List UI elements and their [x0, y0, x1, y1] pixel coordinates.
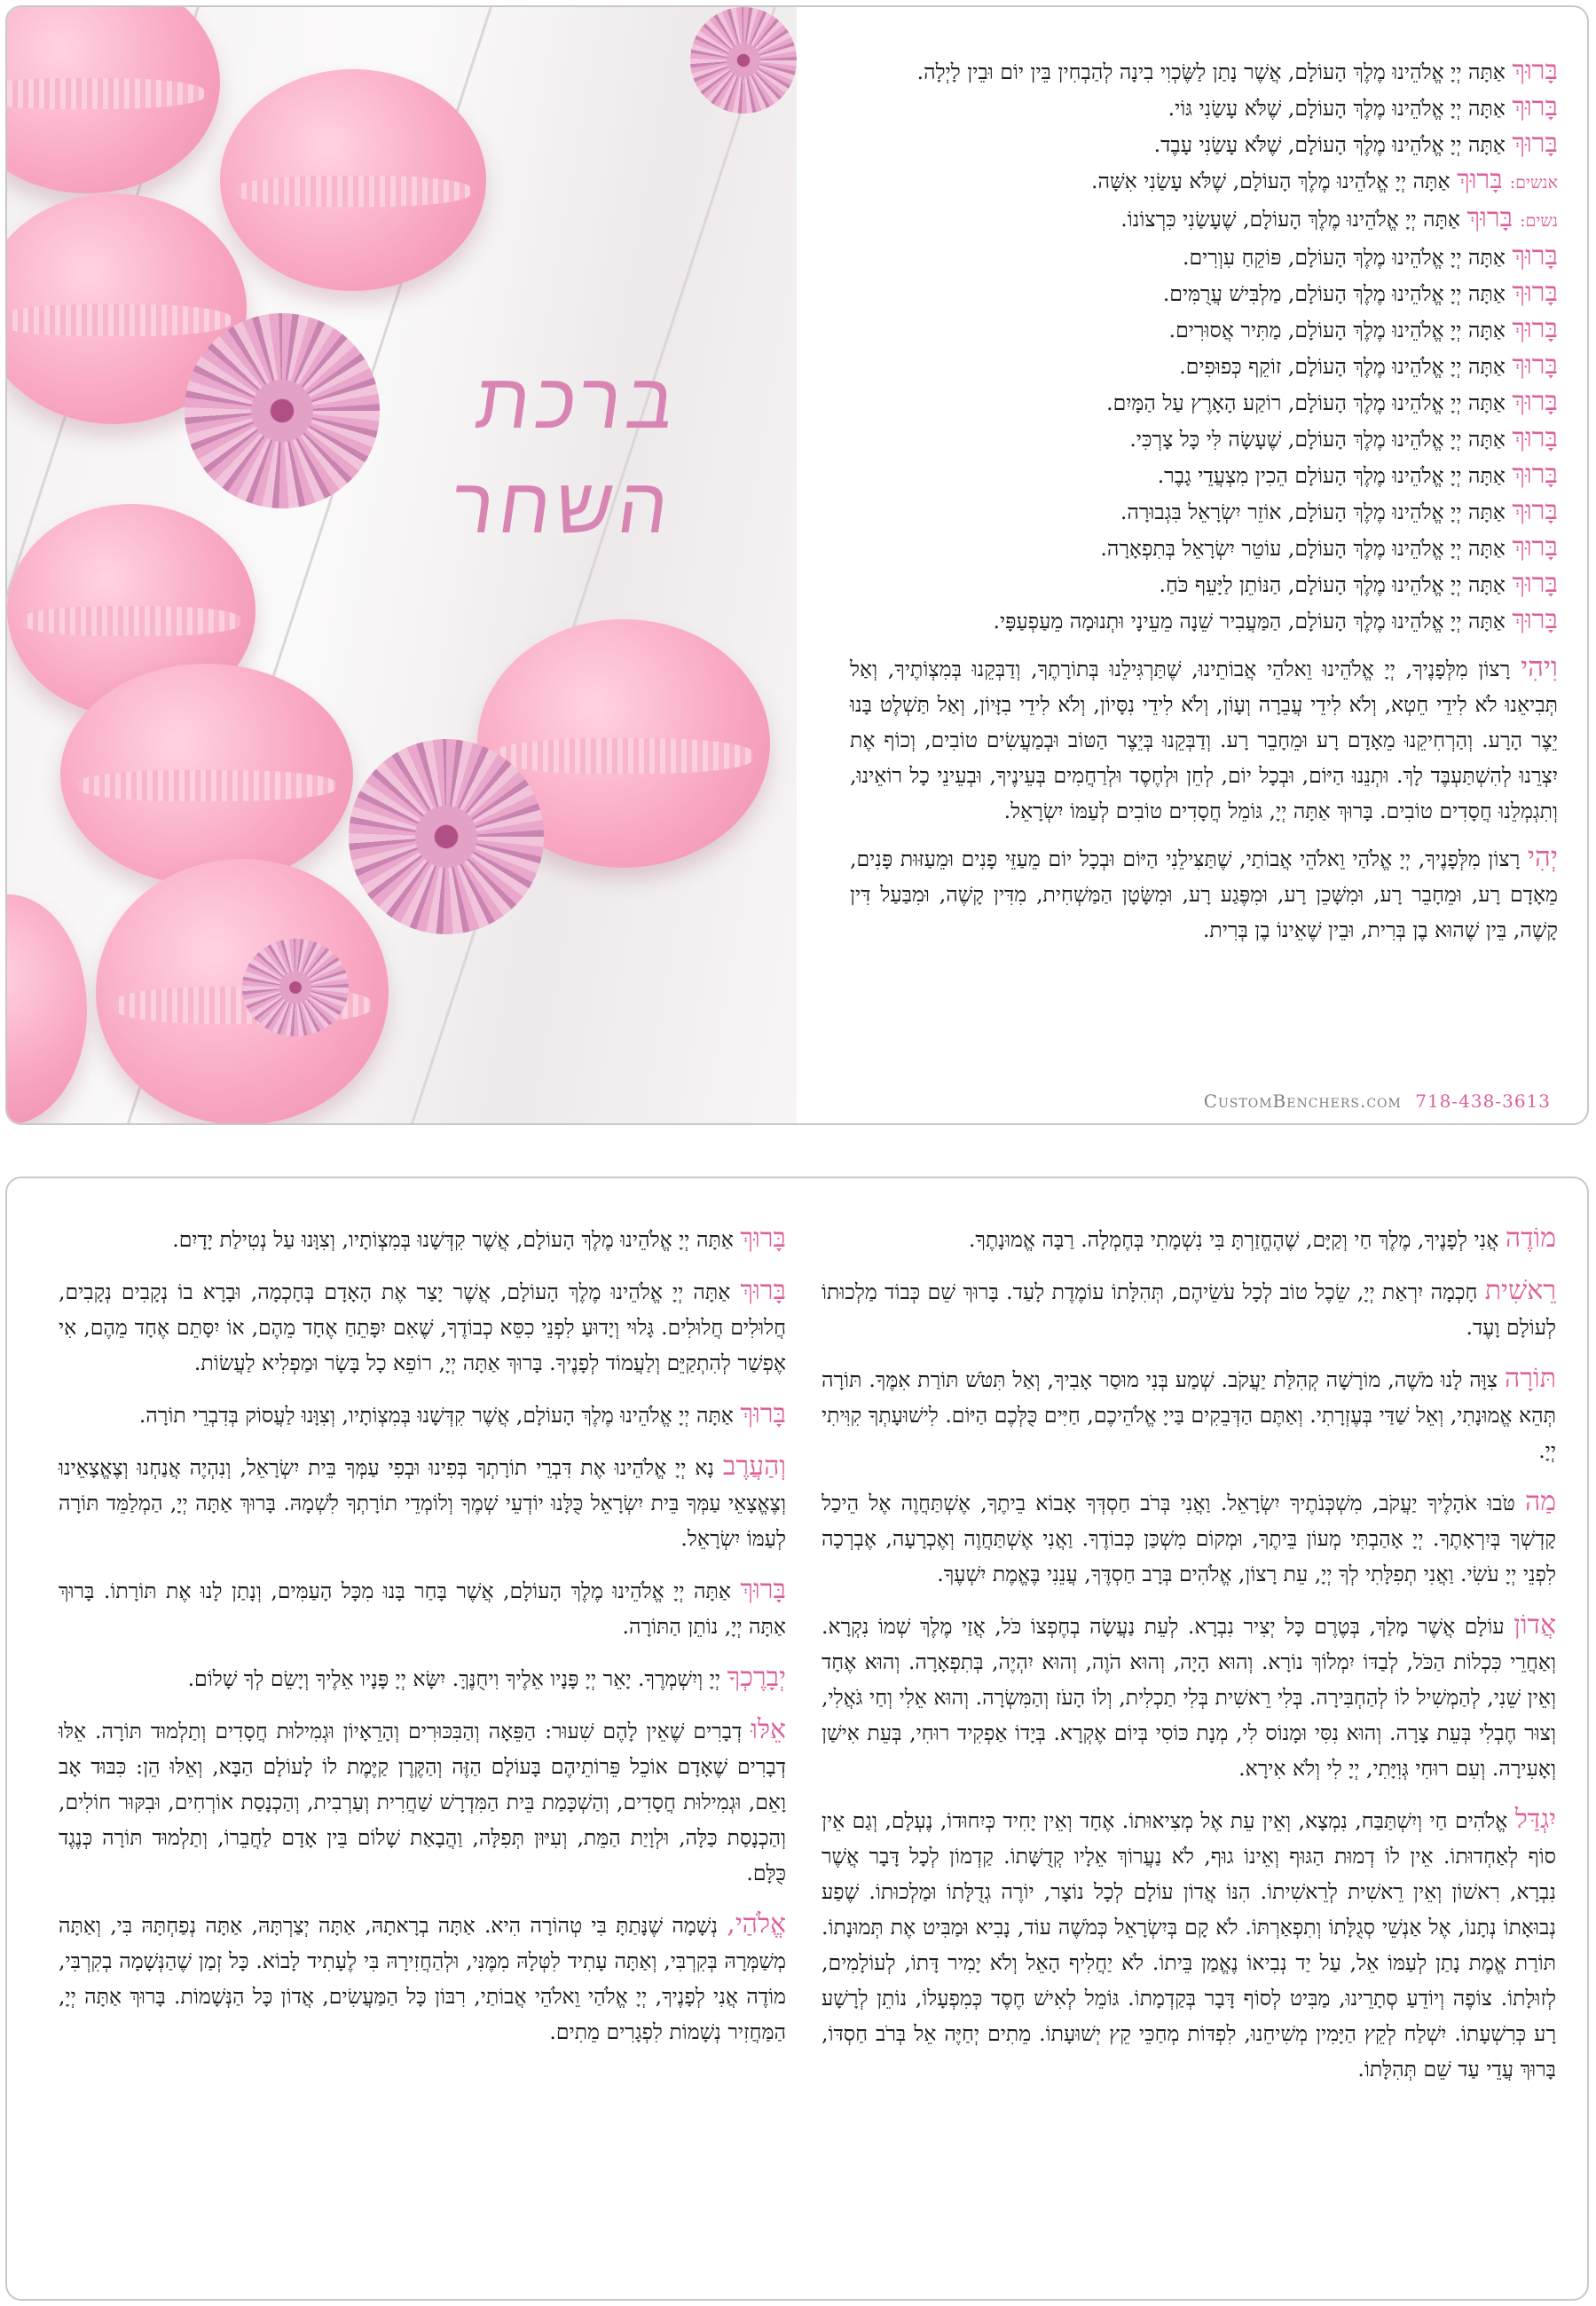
flower-image	[242, 939, 349, 1036]
blessing-line	[850, 90, 1558, 126]
prayer-paragraph	[822, 1608, 1556, 1786]
prayer-paragraph	[59, 1397, 786, 1433]
blessing-line	[850, 348, 1558, 384]
blessing-text: אַתָּה יְיָ אֱלֹהֵינוּ מֶלֶךְ הָעוֹלָם, פּוֹקֵחַ עִוְרִים.	[1183, 245, 1506, 270]
paragraph-text: אֲנִי לְפָנֶיךָ, מֶלֶךְ חַי וְקַיָּם, שֶׁהֶחֱזַרְתָּ בִּי נִשְׁמָתִי בְּחֶמְלָה. רַבָּה אֱמוּנָתֶךָ.	[968, 1227, 1499, 1252]
blessing-text: אַתָּה יְיָ אֱלֹהֵינוּ מֶלֶךְ הָעוֹלָם, רוֹקַע הָאָרֶץ עַל הַמָּיִם.	[1106, 390, 1506, 415]
keyword: אֲדוֹן	[1513, 1609, 1556, 1641]
keyword: בָּרוּךְ	[1512, 277, 1558, 308]
prayer-paragraph	[59, 1273, 786, 1381]
blessing-line	[850, 239, 1558, 275]
macaron-image	[7, 894, 87, 1123]
macarons-photo	[7, 7, 797, 1123]
blessing-line	[850, 53, 1558, 90]
macaron-image	[60, 664, 353, 885]
keyword: יְהִי	[1527, 841, 1558, 873]
paragraph-text: צִוָּה לָנוּ מֹשֶׁה, מוֹרָשָׁה קְהִלַּת יַעֲקֹב. שְׁמַע בְּנִי מוּסַר אָבִיךָ, וְאַל תִּטֹּשׁ תּוֹרַת אִמֶּךָ. תּוֹרָה תְּהֵא אֱמוּנָתִי, וְאֵל שַׁדַּי בְּעֶזְרָתִי. וְאַתֶּם הַדְּבֵקִים בַּייָ אֱלֹהֵיכֶם, חַיִּים כֻּלְּכֶם הַיּוֹם. לִישׁוּעָתְךָ קִוִּיתִי יְיָ.	[822, 1367, 1556, 1463]
keyword: בָּרוּךְ	[1512, 91, 1558, 122]
blessing-line	[850, 275, 1558, 311]
blessing-text: אַתָּה יְיָ אֱלֹהֵינוּ מֶלֶךְ הָעוֹלָם, עוֹטֵר יִשְׂרָאֵל בְּתִפְאָרָה.	[1100, 536, 1506, 561]
title-line: ברכת	[470, 355, 686, 446]
macaron-image	[7, 7, 220, 193]
prayer-paragraph	[59, 1449, 786, 1556]
page-title	[409, 349, 731, 558]
paragraph-text: נְשָׁמָה שֶׁנָּתַתָּ בִּי טְהוֹרָה הִיא. אַתָּה בְרָאתָהּ, אַתָּה יְצַרְתָּהּ, אַתָּה נְפַחְתָּהּ בִּי, וְאַתָּה מְשַׁמְּרָהּ בְּקִרְבִּי, וְאַתָּה עָתִיד לִטְּלָהּ מִמֶּנִּי, וּלְהַחֲזִירָהּ בִּי לֶעָתִיד לָבוֹא. כָּל זְמַן שֶׁהַנְּשָׁמָה בְקִרְבִּי, מוֹדֶה אֲנִי לְפָנֶיךָ, יְיָ אֱלֹהַי וֵאלֹהֵי אֲבוֹתַי, רִבּוֹן כָּל הַמַּעֲשִׂים, אֲדוֹן כָּל הַנְּשָׁמוֹת. בָּרוּךְ אַתָּה יְיָ, הַמַּחֲזִיר נְשָׁמוֹת לִפְגָרִים מֵתִים.	[59, 1913, 786, 2044]
flower-image	[349, 739, 544, 934]
top-card	[5, 5, 1589, 1125]
paragraph-text: יְיָ וְיִשְׁמְרֶךָ. יָאֵר יְיָ פָּנָיו אֵלֶיךָ וִיחֻנֶּךָּ. יִשָּׂא יְיָ פָּנָיו אֵלֶיךָ וְיָשֵׂם לְךָ שָׁלוֹם.	[187, 1666, 721, 1691]
paragraph-text: דְבָרִים שֶׁאֵין לָהֶם שִׁעוּר: הַפֵּאָה וְהַבִּכּוּרִים וְהָרֵאָיוֹן וּגְמִילוּת חֲסָדִים וְתַלְמוּד תּוֹרָה. אֵלּוּ דְבָרִים שֶׁאָדָם אוֹכֵל פֵּרוֹתֵיהֶם בָּעוֹלָם הַזֶּה וְהַקֶּרֶן קַיֶּמֶת לוֹ לָעוֹלָם הַבָּא, וְאֵלּוּ הֵן: כִּבּוּד אָב וָאֵם, וּגְמִילוּת חֲסָדִים, וְהַשְׁכָּמַת בֵּית הַמִּדְרָשׁ שַׁחֲרִית וְעַרְבִית, וְהַכְנָסַת אוֹרְחִים, וּבִקּוּר חוֹלִים, וְהַכְנָסַת כַּלָּה, וּלְוָיַת הַמֵּת, וְעִיּוּן תְּפִלָּה, וַהֲבָאַת שָׁלוֹם בֵּין אָדָם לַחֲבֵרוֹ, וְתַלְמוּד תּוֹרָה כְּנֶגֶד כֻּלָּם.	[59, 1719, 786, 1885]
keyword: וִיהִי	[1520, 651, 1558, 683]
left-column	[59, 1221, 786, 2066]
keyword: מוֹדֶה	[1505, 1223, 1556, 1254]
keyword: בָּרוּךְ	[1512, 459, 1558, 490]
blessing-prefix: נשים:	[1520, 211, 1558, 231]
keyword: בָּרוּךְ	[1512, 350, 1558, 381]
blessing-text: אַתָּה יְיָ אֱלֹהֵינוּ מֶלֶךְ הָעוֹלָם, הַנּוֹתֵן לַיָּעֵף כֹּחַ.	[1159, 572, 1506, 597]
keyword: בָּרוּךְ	[1512, 531, 1558, 563]
blessing-text: אַתָּה יְיָ אֱלֹהֵינוּ מֶלֶךְ הָעוֹלָם, זוֹקֵף כְּפוּפִים.	[1179, 354, 1506, 379]
blessing-line	[850, 493, 1558, 530]
keyword: יְבָרֶכְךָ	[727, 1662, 786, 1693]
keyword: רֵאשִׁית	[1484, 1275, 1556, 1306]
right-column	[822, 1221, 1556, 2103]
flower-image	[185, 313, 380, 508]
keyword: בָּרוּךְ	[1512, 128, 1558, 159]
keyword: בָּרוּךְ	[740, 1398, 786, 1429]
keyword: בָּרוּךְ	[1512, 240, 1558, 272]
prayer-paragraph	[59, 1907, 786, 2050]
blessing-line	[850, 566, 1558, 602]
paragraph-text: עוֹלָם אֲשֶׁר מָלַךְ, בְּטֶרֶם כָּל יְצִיר נִבְרָא. לְעֵת נַעֲשָׂה בְחֶפְצוֹ כֹּל, אֲזַי מֶלֶךְ שְׁמוֹ נִקְרָא. וְאַחֲרֵי כִּכְלוֹת הַכֹּל, לְבַדּוֹ יִמְלוֹךְ נוֹרָא. וְהוּא הָיָה, וְהוּא הֹוֶה, וְהוּא יִהְיֶה, בְּתִפְאָרָה. וְהוּא אֶחָד וְאֵין שֵׁנִי, לְהַמְשִׁיל לוֹ לְהַחְבִּירָה. בְּלִי רֵאשִׁית בְּלִי תַכְלִית, וְלוֹ הָעֹז וְהַמִּשְׂרָה. וְהוּא אֵלִי וְחַי גֹּאֲלִי, וְצוּר חֶבְלִי בְּעֵת צָרָה. וְהוּא נִסִּי וּמָנוֹס לִי, מְנָת כּוֹסִי בְּיוֹם אֶקְרָא. בְּיָדוֹ אַפְקִיד רוּחִי, בְּעֵת אִישַׁן וְאָעִירָה. וְעִם רוּחִי גְּוִיָּתִי, יְיָ לִי וְלֹא אִירָא.	[822, 1614, 1556, 1781]
blessing-line	[850, 162, 1558, 201]
keyword: בָּרוּךְ	[1512, 495, 1558, 526]
blessing-line	[850, 201, 1558, 239]
keyword: בָּרוּךְ	[1512, 568, 1558, 599]
keyword: בָּרוּךְ	[1512, 422, 1558, 453]
prayer-paragraph	[59, 1712, 786, 1891]
keyword: תּוֹרָה	[1505, 1363, 1556, 1394]
blessing-line	[850, 384, 1558, 421]
blessing-line	[850, 311, 1558, 348]
paragraph-text: חָכְמָה יִרְאַת יְיָ, שֵׂכֶל טוֹב לְכָל עֹשֵׂיהֶם, תְּהִלָּתוֹ עוֹמֶדֶת לָעַד. בָּרוּךְ שֵׁם כְּבוֹד מַלְכוּתוֹ לְעוֹלָם וָעֶד.	[822, 1279, 1556, 1340]
prayer-paragraph	[59, 1221, 786, 1257]
prayer-paragraph	[59, 1572, 786, 1644]
keyword: וְהַעֲרֶב	[722, 1451, 786, 1482]
title-line: השחר	[446, 460, 680, 551]
keyword: בָּרוּךְ	[1512, 55, 1558, 86]
keyword: בָּרוּךְ	[740, 1223, 786, 1254]
macaron-image	[220, 69, 486, 291]
paragraph-text: אַתָּה יְיָ אֱלֹהֵינוּ מֶלֶךְ הָעוֹלָם, אֲשֶׁר קִדְּשָׁנוּ בְּמִצְוֹתָיו, וְצִוָּנוּ עַל נְטִילַת יָדָיִם.	[172, 1227, 734, 1252]
morning-blessings-list	[850, 53, 1558, 948]
blessing-text: אַתָּה יְיָ אֱלֹהֵינוּ מֶלֶךְ הָעוֹלָם, הַמַּעֲבִיר שֵׁנָה מֵעֵינָי וּתְנוּמָה מֵעַפְעַפָּי.	[993, 609, 1506, 634]
prayer-paragraph	[822, 1361, 1556, 1468]
keyword: בָּרוּךְ	[1512, 313, 1558, 344]
blessing-line	[850, 457, 1558, 493]
flower-image	[690, 7, 797, 114]
publisher-website: CustomBenchers.com	[1203, 1090, 1402, 1112]
blessing-line	[850, 126, 1558, 162]
blessing-prefix: אנשים:	[1509, 173, 1558, 193]
paragraph-text: נָא יְיָ אֱלֹהֵינוּ אֶת דִּבְרֵי תוֹרָתְךָ בְּפִינוּ וּבְפִי עַמְּךָ בֵּית יִשְׂרָאֵל, וְנִהְיֶה אֲנַחְנוּ וְצֶאֱצָאֵינוּ וְצֶאֱצָאֵי עַמְּךָ בֵּית יִשְׂרָאֵל כֻּלָּנוּ יוֹדְעֵי שְׁמֶךָ וְלוֹמְדֵי תוֹרָתְךָ לִשְׁמָהּ. בָּרוּךְ אַתָּה יְיָ, הַמְלַמֵּד תּוֹרָה לְעַמּוֹ יִשְׂרָאֵל.	[59, 1455, 786, 1551]
keyword: מַה	[1524, 1486, 1556, 1517]
paragraph-text: אַתָּה יְיָ אֱלֹהֵינוּ מֶלֶךְ הָעוֹלָם, אֲשֶׁר יָצַר אֶת הָאָדָם בְּחָכְמָה, וּבָרָא בוֹ נְקָבִים נְקָבִים, חֲלוּלִים חֲלוּלִים. גָּלוּי וְיָדוּעַ לִפְנֵי כִסֵּא כְבוֹדֶךָ, שֶׁאִם יִפָּתֵחַ אֶחָד מֵהֶם, אוֹ יִסָּתֵם אֶחָד מֵהֶם, אִי אֶפְשַׁר לְהִתְקַיֵּם וְלַעֲמוֹד לְפָנֶיךָ. בָּרוּךְ אַתָּה יְיָ, רוֹפֵא כָל בָּשָׂר וּמַפְלִיא לַעֲשׂוֹת.	[59, 1279, 786, 1375]
prayer-paragraph	[822, 1802, 1556, 2087]
publisher-phone: 718-438-3613	[1415, 1090, 1551, 1112]
keyword: אֵלּוּ	[751, 1714, 786, 1745]
blessing-text: אַתָּה יְיָ אֱלֹהֵינוּ מֶלֶךְ הָעוֹלָם, שֶׁלֹּא עָשַׂנִי אִשָּׁה.	[1091, 169, 1451, 193]
keyword: בָּרוּךְ	[740, 1275, 786, 1306]
blessing-text: אַתָּה יְיָ אֱלֹהֵינוּ מֶלֶךְ הָעוֹלָם, שֶׁעָשַׂנִי כִּרְצוֹנוֹ.	[1120, 207, 1461, 232]
blessing-text: אַתָּה יְיָ אֱלֹהֵינוּ מֶלֶךְ הָעוֹלָם, שֶׁעָשָׂה לִּי כָּל צָרְכִּי.	[1129, 427, 1506, 452]
prayer-paragraph	[822, 1273, 1556, 1345]
prayer-paragraph	[822, 1484, 1556, 1592]
blessing-text: אַתָּה יְיָ אֱלֹהֵינוּ מֶלֶךְ הָעוֹלָם, מַלְבִּישׁ עֲרֻמִּים.	[1162, 281, 1506, 306]
paragraph-text: אַתָּה יְיָ אֱלֹהֵינוּ מֶלֶךְ הָעוֹלָם, אֲשֶׁר קִדְּשָׁנוּ בְּמִצְוֹתָיו, וְצִוָּנוּ לַעֲסוֹק בְּדִבְרֵי תוֹרָה.	[138, 1403, 734, 1428]
prayer-paragraph	[59, 1660, 786, 1696]
prayer-paragraph	[850, 649, 1558, 829]
blessing-line	[850, 530, 1558, 566]
keyword: בָּרוּךְ	[1512, 386, 1558, 417]
blessing-text: אַתָּה יְיָ אֱלֹהֵינוּ מֶלֶךְ הָעוֹלָם, שֶׁלֹּא עָשַׂנִי עָבֶד.	[1153, 132, 1506, 157]
keyword: בָּרוּךְ	[1457, 164, 1503, 195]
keyword: אֱלֹהַי,	[727, 1909, 786, 1940]
blessing-text: אַתָּה יְיָ אֱלֹהֵינוּ מֶלֶךְ הָעוֹלָם, מַתִּיר אֲסוּרִים.	[1168, 318, 1506, 342]
prayer-paragraph	[822, 1221, 1556, 1257]
paragraph-text: רָצוֹן מִלְּפָנֶיךָ, יְיָ אֱלֹהֵינוּ וֵאלֹהֵי אֲבוֹתֵינוּ, שֶׁתַּרְגִּילֵנוּ בְּתוֹרָתֶךָ, וְדַבְּקֵנוּ בְּמִצְוֹתֶיךָ, וְאַל תְּבִיאֵנוּ לֹא לִידֵי חֵטְא, וְלֹא לִידֵי עֲבֵרָה וְעָוֹן, וְלֹא לִידֵי נִסָּיוֹן, וְלֹא לִידֵי בִזָּיוֹן, וְאַל תַּשְׁלֶט בָּנוּ יֵצֶר הָרָע. וְהַרְחִיקֵנוּ מֵאָדָם רָע וּמֵחָבֵר רָע. וְדַבְּקֵנוּ בְּיֵצֶר הַטּוֹב וּבְמַעֲשִׂים טוֹבִים, וְכוֹף אֶת יִצְרֵנוּ לְהִשְׁתַּעְבֶּד לָךְ. וּתְנֵנוּ הַיּוֹם, וּבְכָל יוֹם, לְחֵן וּלְחֶסֶד וּלְרַחֲמִים בְּעֵינֶיךָ, וּבְעֵינֵי כָל רוֹאֵינוּ, וְתִגְמְלֵנוּ חֲסָדִים טוֹבִים. בָּרוּךְ אַתָּה יְיָ, גּוֹמֵל חֲסָדִים טוֹבִים לְעַמּוֹ יִשְׂרָאֵל.	[850, 657, 1558, 823]
keyword: בָּרוּךְ	[740, 1574, 786, 1605]
keyword: בָּרוּךְ	[1512, 604, 1558, 635]
publisher-footer	[850, 1090, 1551, 1112]
paragraph-text: אֱלֹהִים חַי וְיִשְׁתַּבַּח, נִמְצָא, וְאֵין עֵת אֶל מְצִיאוּתוֹ. אֶחָד וְאֵין יָחִיד כְּיִחוּדוֹ, נֶעְלָם, וְגַם אֵין סוֹף לְאַחְדוּתוֹ. אֵין לוֹ דְמוּת הַגּוּף וְאֵינוֹ גוּף, לֹא נַעֲרוֹךְ אֵלָיו קְדֻשָּׁתוֹ. קַדְמוֹן לְכָל דָּבָר אֲשֶׁר נִבְרָא, רִאשׁוֹן וְאֵין רֵאשִׁית לְרֵאשִׁיתוֹ. הִנּוֹ אֲדוֹן עוֹלָם לְכָל נוֹצָר, יוֹרֶה גְדֻלָּתוֹ וּמַלְכוּתוֹ. שֶׁפַע נְבוּאָתוֹ נְתָנוֹ, אֶל אַנְשֵׁי סְגֻלָּתוֹ וְתִפְאַרְתּוֹ. לֹא קָם בְּיִשְׂרָאֵל כְּמֹשֶׁה עוֹד, נָבִיא וּמַבִּיט אֶת תְּמוּנָתוֹ. תּוֹרַת אֱמֶת נָתַן לְעַמּוֹ אֵל, עַל יַד נְבִיאוֹ נֶאֱמַן בֵּיתוֹ. לֹא יַחֲלִיף הָאֵל וְלֹא יָמִיר דָּתוֹ, לְעוֹלָמִים, לְזוּלָתוֹ. צוֹפֶה וְיוֹדֵעַ סְתָרֵינוּ, מַבִּיט לְסוֹף דָּבָר בְּקַדְמָתוֹ. גּוֹמֵל לְאִישׁ חֶסֶד כְּמִפְעָלוֹ, נוֹתֵן לְרָשָׁע רָע כְּרִשְׁעָתוֹ. יִשְׁלַח לְקֵץ הַיָּמִין מְשִׁיחֵנוּ, לִפְדּוֹת מְחַכֵּי קֵץ יְשׁוּעָתוֹ. מֵתִים יְחַיֶּה אֵל בְּרֹב חַסְדּוֹ, בָּרוּךְ עֲדֵי עַד שֵׁם תְּהִלָּתוֹ.	[822, 1808, 1557, 2082]
blessing-line	[850, 421, 1558, 457]
blessing-text: אַתָּה יְיָ אֱלֹהֵינוּ מֶלֶךְ הָעוֹלָם, אֲשֶׁר נָתַן לַשֶּׂכְוִי בִינָה לְהַבְחִין בֵּין יוֹם וּבֵין לָיְלָה.	[916, 59, 1506, 84]
blessing-text: אַתָּה יְיָ אֱלֹהֵינוּ מֶלֶךְ הָעוֹלָם, שֶׁלֹּא עָשַׂנִי גּוֹי.	[1168, 96, 1506, 121]
blessing-text: אַתָּה יְיָ אֱלֹהֵינוּ מֶלֶךְ הָעוֹלָם, אוֹזֵר יִשְׂרָאֵל בִּגְבוּרָה.	[1120, 500, 1506, 524]
paragraph-text: רָצוֹן מִלְּפָנֶיךָ, יְיָ אֱלֹהַי וֵאלֹהֵי אֲבוֹתַי, שֶׁתַּצִּילֵנִי הַיּוֹם וּבְכָל יוֹם מֵעַזֵּי פָנִים וּמֵעַזּוּת פָּנִים, מֵאָדָם רָע, וּמֵחָבֵר רָע, וּמִשָּׁכֵן רָע, וּמִפֶּגַע רָע, וּמִשָּׂטָן הַמַּשְׁחִית, מִדִּין קָשֶׁה, וּמִבַּעַל דִּין קָשֶׁה, בֵּין שֶׁהוּא בֶן בְּרִית, וּבֵין שֶׁאֵינוֹ בֶן בְּרִית.	[850, 846, 1558, 942]
paragraph-text: טֹּבוּ אֹהָלֶיךָ יַעֲקֹב, מִשְׁכְּנֹתֶיךָ יִשְׂרָאֵל. וַאֲנִי בְּרֹב חַסְדְּךָ אָבוֹא בֵיתֶךָ, אֶשְׁתַּחֲוֶה אֶל הֵיכַל קָדְשְׁךָ בְּיִרְאָתֶךָ. יְיָ אָהַבְתִּי מְעוֹן בֵּיתֶךָ, וּמְקוֹם מִשְׁכַּן כְּבוֹדֶךָ. וַאֲנִי אֶשְׁתַּחֲוֶה וְאֶכְרָעָה, אֶבְרְכָה לִפְנֵי יְיָ עֹשִׂי. וַאֲנִי תְפִלָּתִי לְךָ יְיָ, עֵת רָצוֹן, אֱלֹהִים בְּרָב חַסְדֶּךָ, עֲנֵנִי בֶּאֱמֶת יִשְׁעֶךָ.	[822, 1491, 1556, 1586]
prayer-paragraph	[850, 839, 1558, 948]
blessing-text: אַתָּה יְיָ אֱלֹהֵינוּ מֶלֶךְ הָעוֹלָם הֵכִין מִצְעֲדֵי גָבֶר.	[1157, 463, 1506, 488]
blessing-line	[850, 602, 1558, 639]
keyword: יִגְדַּל	[1514, 1804, 1556, 1835]
keyword: בָּרוּךְ	[1466, 202, 1513, 233]
paragraph-text: אַתָּה יְיָ אֱלֹהֵינוּ מֶלֶךְ הָעוֹלָם, אֲשֶׁר בָּחַר בָּנוּ מִכָּל הָעַמִּים, וְנָתַן לָנוּ אֶת תּוֹרָתוֹ. בָּרוּךְ אַתָּה יְיָ, נוֹתֵן הַתּוֹרָה.	[59, 1578, 786, 1639]
bottom-card	[5, 1177, 1589, 2301]
